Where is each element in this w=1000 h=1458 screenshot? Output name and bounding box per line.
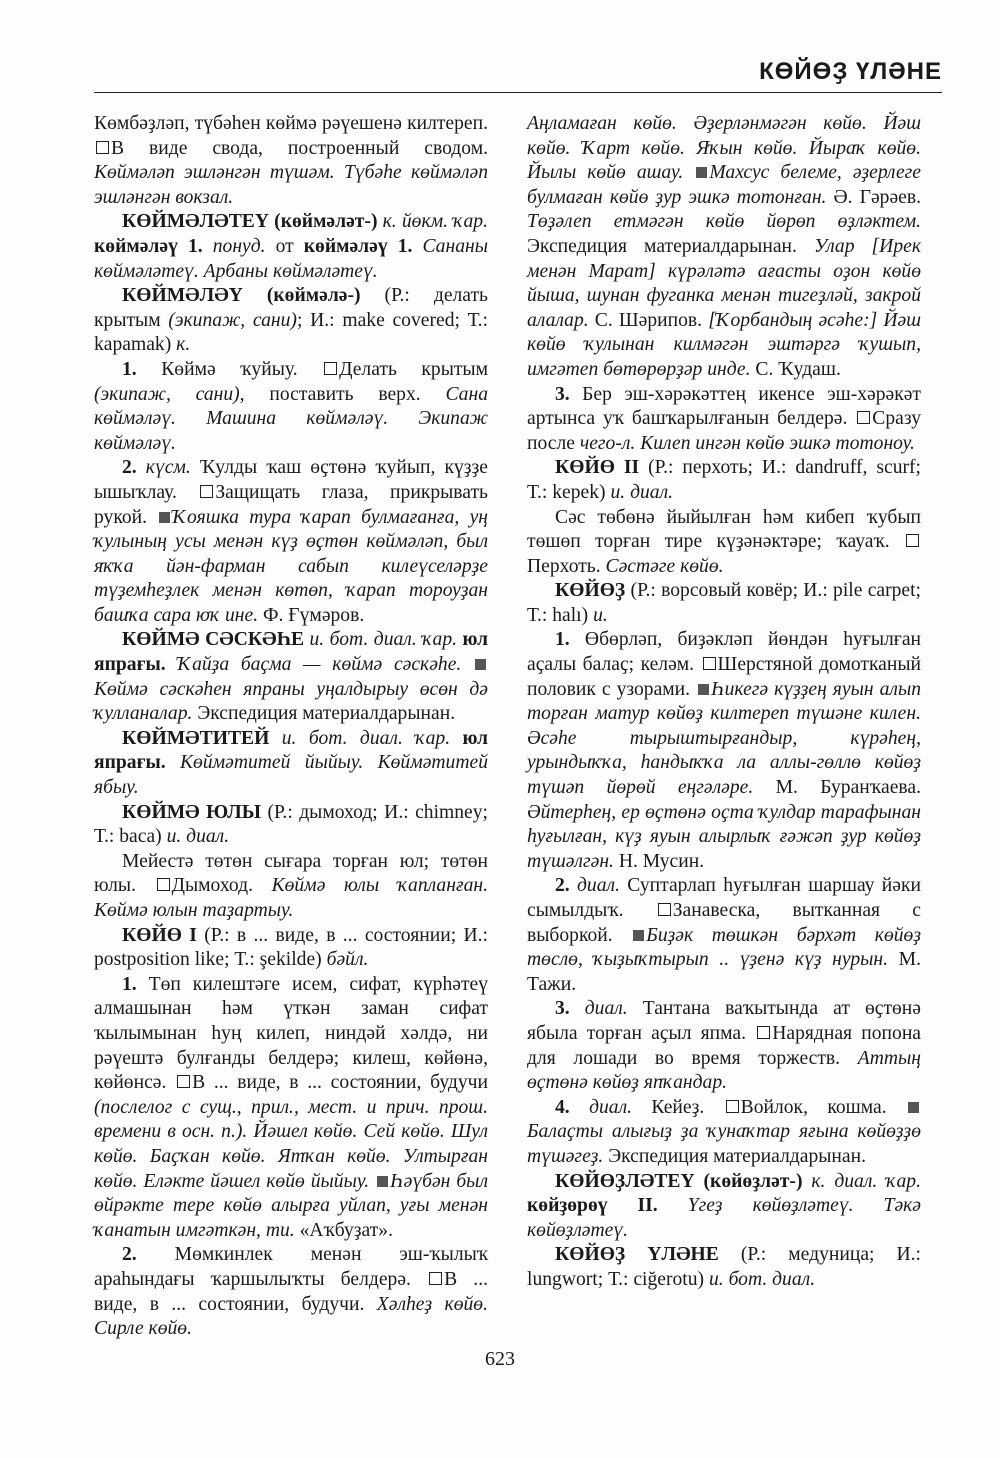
dictionary-entry: КӨЙӨҘЛӘТЕҮ (көйөҙләт-) к. диал. ҡар. көйҙөрөү II. Үгеҙ көйөҙләтеү. Тәкә көйөҙләтеү. [527,1170,922,1241]
headword: КӨЙӨ II [555,457,649,479]
sense: 2. күсм. Ҡулды ҡаш өҫтөнә ҡуйып, күҙҙе ышыҡлау. Защищать глаза, прикрывать рукой. Ҡояшка тура ҡарап булмағанға, уң ҡулының усы менән күҙ өҫтөн көймәләп, был яҡҡа йән-фарман сабып килеүселәрҙе түҙемһеҙлек менән көтөп, ҡарап тороуҙан башҡа сара юҡ ине. Ф. Ғүмәров. [94,457,488,626]
sense: 3. Бер эш-хәрәкәттең икенсе эш-хәрәкәт артынса уҡ башҡарылғанын белдерә. Сразу после чего-л. Килеп ингән көйө эшкә тотоноу. [527,383,921,454]
running-header: КӨЙӨҘ ҮЛӘНЕ [759,58,942,85]
russian-translation-marker-icon [757,1026,770,1039]
dictionary-entry: КӨЙМӘЛӘҮ (көймәлә-) (Р.: делать крытым (экипаж, сани); И.: make covered; Т.: kapamak) к. [94,285,489,356]
dictionary-entry: КӨЙМӘЛӘТЕҮ (көймәләт-) к. йөкм. ҡар. көймәләү 1. понуд. от көймәләү 1. Сананы көймәләтеү. Арбаны көймәләтеү. [94,211,488,282]
dictionary-entry: КӨЙӨҘ (Р.: ворсовый ковёр; И.: pile carpet; Т.: halı) и. [527,580,921,626]
sense: 4. диал. Кейеҙ. Войлок, кошма. Балаҫты алығыҙ ҙа ҡунаҡтар яғына көйөҙҙө түшәгеҙ. Экспедиция материалдарынан. [527,1096,921,1167]
headword: КӨЙӨҘ [555,580,631,602]
literary-example-marker-icon [908,1102,919,1113]
definition: Сәс төбөнә йыйылған һәм кибеп ҡубып төшөп торған тире күҙәнәктәре; ҡауаҡ. Перхоть. Сәстәге көйө. [527,506,921,577]
russian-translation-marker-icon [157,878,170,891]
sense: 3. диал. Тантана ваҡытында ат өҫтөнә ябыла торған аҫыл япма. Нарядная попона для лошади во время торжеств. Аттың өҫтөнә көйөҙ япҡандар. [527,998,922,1094]
definition: Мейестә төтөн сығара торған юл; төтөн юлы. Дымоход. Көймә юлы ҡапланған. Көймә юлын таҙартыу. [94,850,488,921]
headword: КӨЙӨҘЛӘТЕҮ (көйөҙләт-) [555,1170,812,1192]
header-rule [94,92,942,93]
dictionary-entry: КӨЙМӘ СӘСКӘҺЕ и. бот. диал. ҡар. юл япрағы. Ҡайҙа баҫма — көймә сәскәһе. Көймә сәскәһен япраны уңалдырыу өсөн дә ҡулланалар. Экспедиция материалдарынан. [94,629,488,725]
literary-example-marker-icon [159,512,170,523]
russian-translation-marker-icon [200,485,213,498]
russian-translation-marker-icon [177,1075,190,1088]
russian-translation-marker-icon [429,1272,442,1285]
russian-translation-marker-icon [857,411,870,424]
literary-example-marker-icon [475,659,486,670]
headword: КӨЙӨҘ ҮЛӘНЕ [555,1244,741,1266]
literary-example-marker-icon [633,930,644,941]
literary-example-marker-icon [377,1176,388,1187]
headword: КӨЙМӘТИТЕЙ [122,727,282,749]
entry-continuation: Аңламаған көйө. Әҙерләнмәгән көйө. Йәш көйө. Ҡарт көйө. Яҡын көйө. Йыраҡ көйө. Йылы көйө ашау. Махсус белеме, әҙерлеге булмаған көйө ҙур эшкә тотонған. Ә. Гәрәев. Төҙәлеп етмәгән көйө йөрөп өҙләктем. Экспедиция материалдарынан. Улар [Ирек менән Марат] күрәләтә ағасты оҙон көйө йыша, шунан фуганка менән тигеҙләй, закрой алалар. С. Шәрипов. [Ҡорбандың әсәһе:] Йәш көйө ҡулынан килмәгән эштәргә ҡушып, имгәтеп бөтөрөрҙәр инде. С. Ҡудаш. [527,113,921,380]
sense: 2. диал. Суптарлап һуғылған шаршау йәки сымылдыҡ. Занавеска, вытканная с выборкой. Биҙәк төшкән бәрхәт көйөҙ төслө, ҡыҙыҡтырып .. үҙенә күҙ нурын. М. Тажи. [527,875,921,995]
sense: 1. Көймә ҡуйыу. Делать крытым (экипаж, сани), поставить верх. Сана көймәләү. Машина көймәләү. Экипаж көймәләү. [94,358,488,454]
headword: КӨЙМӘ СӘСКӘҺЕ [122,629,310,651]
russian-translation-marker-icon [703,657,716,670]
headword: КӨЙМӘЛӘТЕҮ (көймәләт-) [122,211,383,233]
sense: 2. Мөмкинлек менән эш-ҡылыҡ араһындағы ҡаршылыҡты белдерә. В ... виде, в ... состоянии, будучи. Хәлһеҙ көйө. Сирле көйө. [94,1244,488,1340]
left-column [94,112,488,1342]
dictionary-entry: КӨЙӨ II (Р.: перхоть; И.: dandruff, scurf; Т.: kepek) и. диал. [527,457,921,503]
literary-example-marker-icon [696,167,707,178]
dictionary-entry: КӨЙМӘ ЮЛЫ (Р.: дымоход; И.: chimney; Т.: baca) и. диал. [94,801,488,848]
headword: КӨЙӨ I [122,924,205,946]
sense: 1. Өбөрләп, биҙәкләп йөндән һуғылған аҫалы балаҫ; келәм. Шерстяной домотканый половик с узорами. Һикегә күҙҙең яуын алып торған матур көйөҙ килтереп түшәне килен. Әсәһе тырыштырғандыр, күрәһең, урындыҡҡа, һандыҡҡа ла аллы-гөллө көйөҙ түшәп йөрөй еңгәләре. М. Буранҡаева. Әйтерһең, ер өҫтөнә оҫта ҡулдар тарафынан һуғылған, күҙ яуын алырлыҡ ғәжәп ҙур көйөҙ түшәлгән. Н. Мусин. [527,629,922,872]
dictionary-entry: КӨЙӨҘ ҮЛӘНЕ (Р.: медуница; И.: lungwort; Т.: ciğerotu) и. бот. диал. [527,1244,921,1290]
dictionary-entry: КӨЙӨ I (Р.: в ... виде, в ... состоянии; И.: postposition like; Т.: şekilde) бәйл. [94,924,488,971]
right-column [527,112,921,1293]
russian-translation-marker-icon [906,534,919,547]
russian-translation-marker-icon [96,141,109,154]
page-number: 623 [485,1348,515,1370]
russian-translation-marker-icon [658,903,671,916]
headword: КӨЙМӘЛӘҮ (көймәлә-) [122,285,385,307]
russian-translation-marker-icon [324,362,337,375]
entry-continuation: Көмбәҙләп, түбәһен көймә рәүешенә килтереп. В виде свода, построенный сводом. Көймәләп эшләнгән түшәм. Түбәһе көймәләп эшләнгән вокзал. [94,113,488,208]
dictionary-entry: КӨЙМӘТИТЕЙ и. бот. диал. ҡар. юл япрағы. Көймәтитей йыйыу. Көймәтитей ябыу. [94,727,489,799]
headword: КӨЙМӘ ЮЛЫ [122,801,268,823]
russian-translation-marker-icon [726,1100,739,1113]
sense: 1. Төп килештәге исем, сифат, күрһәтеү алмашынан һәм үткән заман сифат ҡылымынан һуң килеп, ниндәй хәлдә, ни рәүештә булғанды белдерә; килеш, көйөнә, көйөнсә. В ... виде, в ... состоянии, будучи (послелог с сущ., прил., мест. и прич. прош. времени в осн. п.). Йәшел көйө. Сей көйө. Шул көйө. Баҫҡан көйө. Ятҡан көйө. Ултырған көйө. Еләкте йәшел көйө йыйыу. Һәүбән был өйрәкте тере көйө алырға уйлап, уғы менән ҡанатын имгәткән, ти. «Аҡбуҙат». [94,973,489,1241]
literary-example-marker-icon [698,684,709,695]
